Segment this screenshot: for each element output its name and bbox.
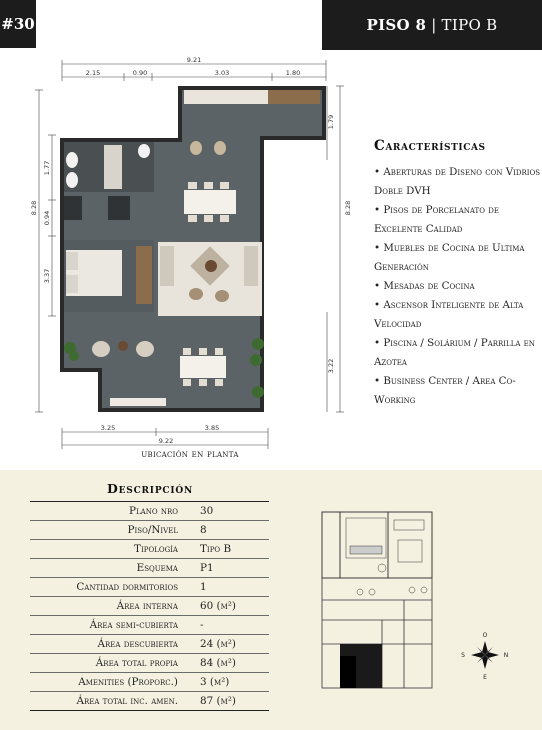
closet bbox=[108, 196, 130, 220]
compass-north: O bbox=[482, 632, 488, 639]
sofa bbox=[160, 246, 174, 286]
row-value: 60 (m²) bbox=[196, 597, 269, 616]
sink bbox=[138, 144, 150, 158]
row-value: Tipo B bbox=[196, 540, 269, 559]
row-value: 84 (m²) bbox=[196, 654, 269, 673]
dim-right-2: 3.22 bbox=[327, 358, 335, 374]
dining-table bbox=[184, 190, 236, 214]
plan-caption: ubicación en planta bbox=[141, 449, 239, 460]
feature-item: • Muebles de Cocina de Ultima Generación bbox=[374, 242, 525, 273]
row-label: Cantidad dormitorios bbox=[30, 578, 196, 597]
table-row bbox=[30, 502, 269, 521]
row-label: Amenities (Proporc.) bbox=[30, 673, 196, 692]
table-row bbox=[30, 635, 269, 654]
dim-top-total: 9.21 bbox=[186, 56, 202, 64]
row-value: P1 bbox=[196, 559, 269, 578]
feature-item: • Ascensor Inteligente de Alta Velocidad bbox=[374, 299, 524, 330]
dim-bottom-total: 9.22 bbox=[158, 437, 174, 445]
dim-top-3: 3.03 bbox=[214, 69, 230, 77]
floor-plan bbox=[0, 50, 352, 450]
dim-right-total: 8.28 bbox=[344, 200, 352, 216]
wardrobe bbox=[136, 246, 152, 304]
plan-number-badge: #30 bbox=[0, 0, 36, 48]
row-label: Área total propia bbox=[30, 654, 196, 673]
header-separator: | bbox=[431, 16, 437, 34]
table-row bbox=[30, 654, 269, 673]
compass-west: S bbox=[461, 652, 465, 659]
features-panel bbox=[374, 138, 542, 410]
dim-left-1: 1.77 bbox=[43, 160, 51, 176]
row-label: Piso/Nivel bbox=[30, 521, 196, 540]
stool bbox=[214, 141, 226, 155]
type-label: TIPO B bbox=[441, 16, 498, 34]
building-key-plan bbox=[318, 508, 518, 693]
row-value: 8 bbox=[196, 521, 269, 540]
dim-right-1: 1.79 bbox=[327, 114, 335, 130]
row-label: Área interna bbox=[30, 597, 196, 616]
features-list bbox=[374, 163, 542, 410]
row-label: Tipología bbox=[30, 540, 196, 559]
row-value: 30 bbox=[196, 502, 269, 521]
compass-icon bbox=[461, 632, 508, 681]
table-row bbox=[30, 540, 269, 559]
table-row bbox=[30, 521, 269, 540]
feature-item: • Pisos de Porcelanato de Excelente Calidad bbox=[374, 204, 499, 235]
stool bbox=[190, 141, 202, 155]
row-label: Área semi-cubierta bbox=[30, 616, 196, 635]
row-value: 3 (m²) bbox=[196, 673, 269, 692]
row-value: 87 (m²) bbox=[196, 692, 269, 711]
description-title: Descripción bbox=[106, 481, 194, 496]
row-label: Plano nro bbox=[30, 502, 196, 521]
row-label: Área descubierta bbox=[30, 635, 196, 654]
armchair bbox=[189, 288, 203, 300]
row-label: Área total inc. amen. bbox=[30, 692, 196, 711]
dim-top-1: 2.15 bbox=[85, 69, 101, 77]
row-value: 1 bbox=[196, 578, 269, 597]
floor-type-header bbox=[322, 0, 542, 50]
feature-item: • Business Center / Area Co-Working bbox=[374, 375, 516, 406]
floor-label: PISO 8 bbox=[366, 16, 427, 34]
toilet bbox=[66, 152, 78, 168]
feature-item: • Piscina / Solárium / Parrilla en Azotea bbox=[374, 337, 535, 368]
compass-south: E bbox=[483, 674, 487, 681]
row-value: - bbox=[196, 616, 269, 635]
dim-left-3: 3.37 bbox=[43, 268, 51, 284]
table-row bbox=[30, 559, 269, 578]
dim-top-4: 1.80 bbox=[285, 69, 301, 77]
planter bbox=[110, 398, 166, 406]
dim-bottom-2: 3.85 bbox=[204, 424, 220, 432]
bidet bbox=[66, 172, 78, 188]
table-row bbox=[30, 692, 269, 711]
feature-item: • Aberturas de Diseno con Vidrios Doble DVH bbox=[374, 166, 541, 197]
dim-left-2: 0.94 bbox=[43, 210, 51, 226]
closet bbox=[64, 196, 82, 220]
sofa bbox=[244, 246, 258, 286]
row-value: 24 (m²) bbox=[196, 635, 269, 654]
terrace-chair bbox=[136, 341, 154, 357]
dim-left-total: 8.28 bbox=[30, 200, 38, 216]
shower bbox=[104, 145, 122, 189]
table-row bbox=[30, 616, 269, 635]
dim-top-2: 0.90 bbox=[132, 69, 148, 77]
kitchen-cabinet bbox=[268, 90, 320, 104]
table-row bbox=[30, 578, 269, 597]
terrace-chair bbox=[92, 341, 110, 357]
table-row bbox=[30, 597, 269, 616]
compass-east: N bbox=[503, 652, 509, 659]
terrace-table bbox=[180, 356, 226, 378]
description-table bbox=[30, 501, 269, 711]
feature-item: • Mesadas de Cocina bbox=[374, 280, 475, 292]
row-label: Esquema bbox=[30, 559, 196, 578]
coffee-table bbox=[205, 260, 217, 272]
features-title: Características bbox=[374, 138, 486, 154]
table-row bbox=[30, 673, 269, 692]
dim-bottom-1: 3.25 bbox=[100, 424, 116, 432]
armchair bbox=[215, 290, 229, 302]
